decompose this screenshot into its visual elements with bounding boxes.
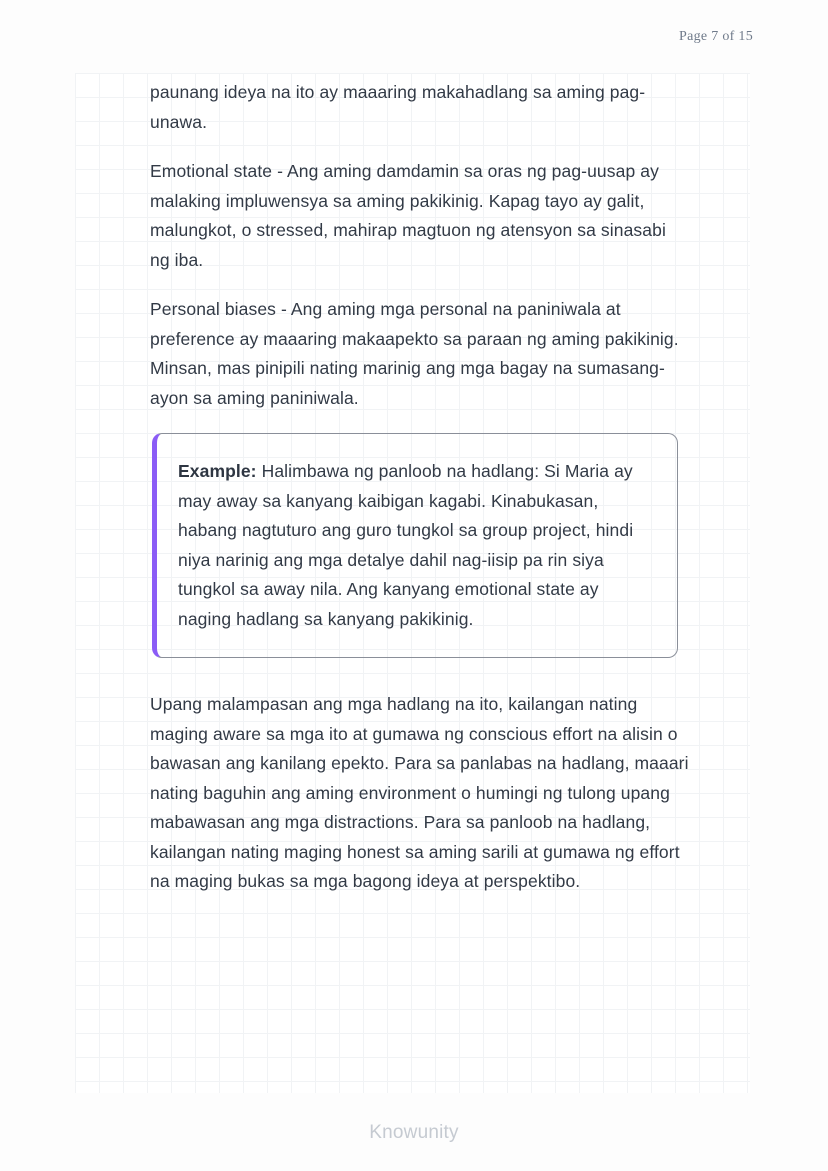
paragraph-intro-continuation: paunang ideya na ito ay maaaring makahadlang sa aming pag-unawa. — [150, 82, 646, 132]
paragraph-emotional-state: Emotional state - Ang aming damdamin sa oras ng pag-uusap ay malaking impluwensya sa aming pakikinig. Kapag tayo ay galit, malungkot, o stressed, mahirap magtuon ng atensyon sa sinasabi ng iba. — [150, 161, 666, 270]
page-indicator: Page 7 of 15 — [679, 29, 753, 44]
page-content — [150, 73, 690, 917]
paragraph-closing: Upang malampasan ang mga hadlang na ito, kailangan nating maging aware sa mga ito at gumawa ng conscious effort na alisin o bawasan ang kanilang epekto. Para sa panlabas na hadlang, maaari nating baguhin ang aming environment o humingi ng tulong upang mabawasan ang mga distractions. Para sa panloob na hadlang, kailangan nating maging honest sa aming sarili at gumawa ng effort na maging bukas sa mga bagong ideya at perspektibo. — [150, 694, 689, 891]
example-callout — [152, 433, 678, 658]
footer-brand-label: Knowunity — [369, 1122, 459, 1143]
paragraph-personal-biases: Personal biases - Ang aming mga personal na paniniwala at preference ay maaaring makaapekto sa paraan ng aming pakikinig. Minsan, mas pinipili nating marinig ang mga bagay na sumasang-ayon sa aming paniniwala. — [150, 299, 679, 408]
example-text: Halimbawa ng panloob na hadlang: Si Maria ay may away sa kanyang kaibigan kagabi. Kinabukasan, habang nagtuturo ang guro tungkol sa group project, hindi niya narinig ang mga detalye dahil nag-iisip pa rin siya tungkol sa away nila. Ang kanyang emotional state ay naging hadlang sa kanyang pakikinig. — [178, 461, 634, 629]
example-label: Example: — [178, 461, 257, 481]
example-paragraph — [178, 457, 655, 634]
